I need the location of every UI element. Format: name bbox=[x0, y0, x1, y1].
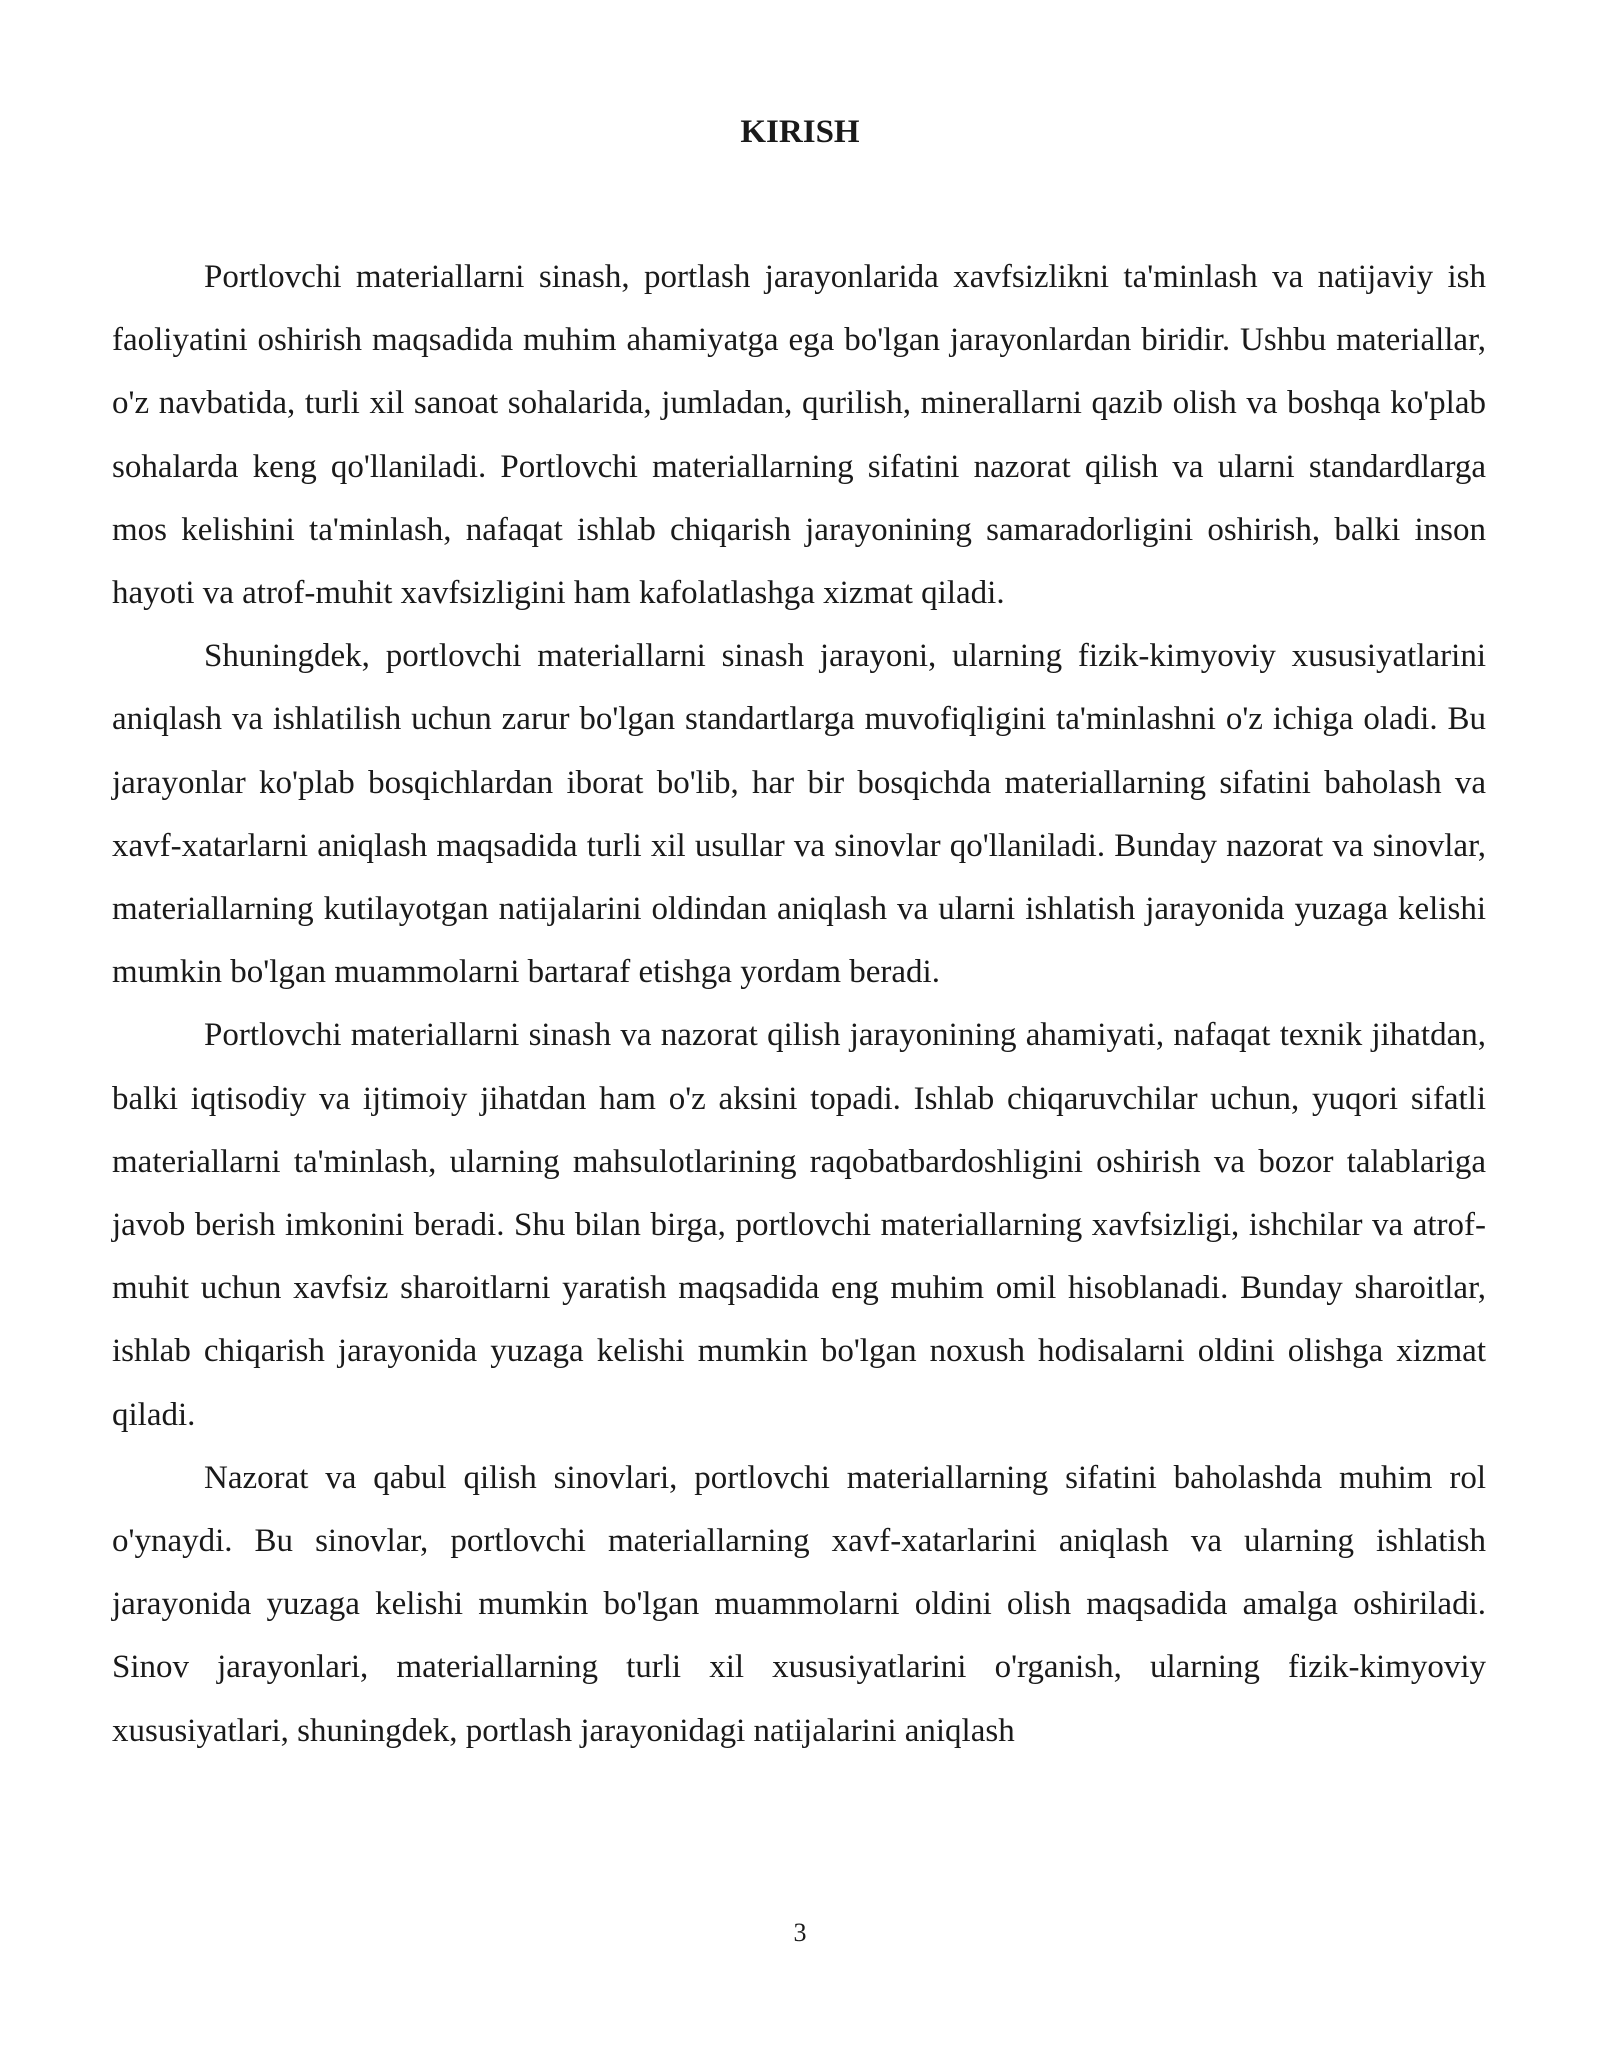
paragraph-3: Portlovchi materiallarni sinash va nazorat qilish jarayonining ahamiyati, nafaqat texnik jihatdan, balki iqtisodiy va ijtimoiy jihatdan ham o'z aksini topadi. Ishlab chiqaruvchilar uchun, yuqori sifatli materiallarni ta'minlash, ularning mahsulotlarining raqobatbardoshligini oshirish va bozor talablariga javob berish imkonini beradi. Shu bilan birga, portlovchi materiallarning xavfsizligi, ishchilar va atrof-muhit uchun xavfsiz sharoitlarni yaratish maqsadida eng muhim omil hisoblanadi. Bunday sharoitlar, ishlab chiqarish jarayonida yuzaga kelishi mumkin bo'lgan noxush hodisalarni oldini olishga xizmat qiladi. bbox=[112, 1017, 1486, 1433]
page-number: 3 bbox=[793, 1918, 807, 1947]
document-body bbox=[112, 246, 1486, 1763]
paragraph-2: Shuningdek, portlovchi materiallarni sinash jarayoni, ularning fizik-kimyoviy xususiyatlarini aniqlash va ishlatilish uchun zarur bo'lgan standartlarga muvofiqligini ta'minlashni o'z ichiga oladi. Bu jarayonlar ko'plab bosqichlardan iborat bo'lib, har bir bosqichda materiallarning sifatini baholash va xavf-xatarlarni aniqlash maqsadida turli xil usullar va sinovlar qo'llaniladi. Bunday nazorat va sinovlar, materiallarning kutilayotgan natijalarini oldindan aniqlash va ularni ishlatish jarayonida yuzaga kelishi mumkin bo'lgan muammolarni bartaraf etishga yordam beradi. bbox=[112, 638, 1486, 991]
paragraph-1: Portlovchi materiallarni sinash, portlash jarayonlarida xavfsizlikni ta'minlash va natijaviy ish faoliyatini oshirish maqsadida muhim ahamiyatga ega bo'lgan jarayonlardan biridir. Ushbu materiallar, o'z navbatida, turli xil sanoat sohalarida, jumladan, qurilish, minerallarni qazib olish va boshqa ko'plab sohalarda keng qo'llaniladi. Portlovchi materiallarning sifatini nazorat qilish va ularni standardlarga mos kelishini ta'minlash, nafaqat ishlab chiqarish jarayonining samaradorligini oshirish, balki inson hayoti va atrof-muhit xavfsizligini ham kafolatlashga xizmat qiladi. bbox=[112, 259, 1486, 612]
page-title: KIRISH bbox=[740, 114, 860, 150]
paragraph-4: Nazorat va qabul qilish sinovlari, portlovchi materiallarning sifatini baholashda muhim rol o'ynaydi. Bu sinovlar, portlovchi materiallarning xavf-xatarlarini aniqlash va ularning ishlatish jarayonida yuzaga kelishi mumkin bo'lgan muammolarni oldini olish maqsadida amalga oshiriladi. Sinov jarayonlari, materiallarning turli xil xususiyatlarini o'rganish, ularning fizik-kimyoviy xususiyatlari, shuningdek, portlash jarayonidagi natijalarini aniqlash bbox=[112, 1459, 1486, 1749]
